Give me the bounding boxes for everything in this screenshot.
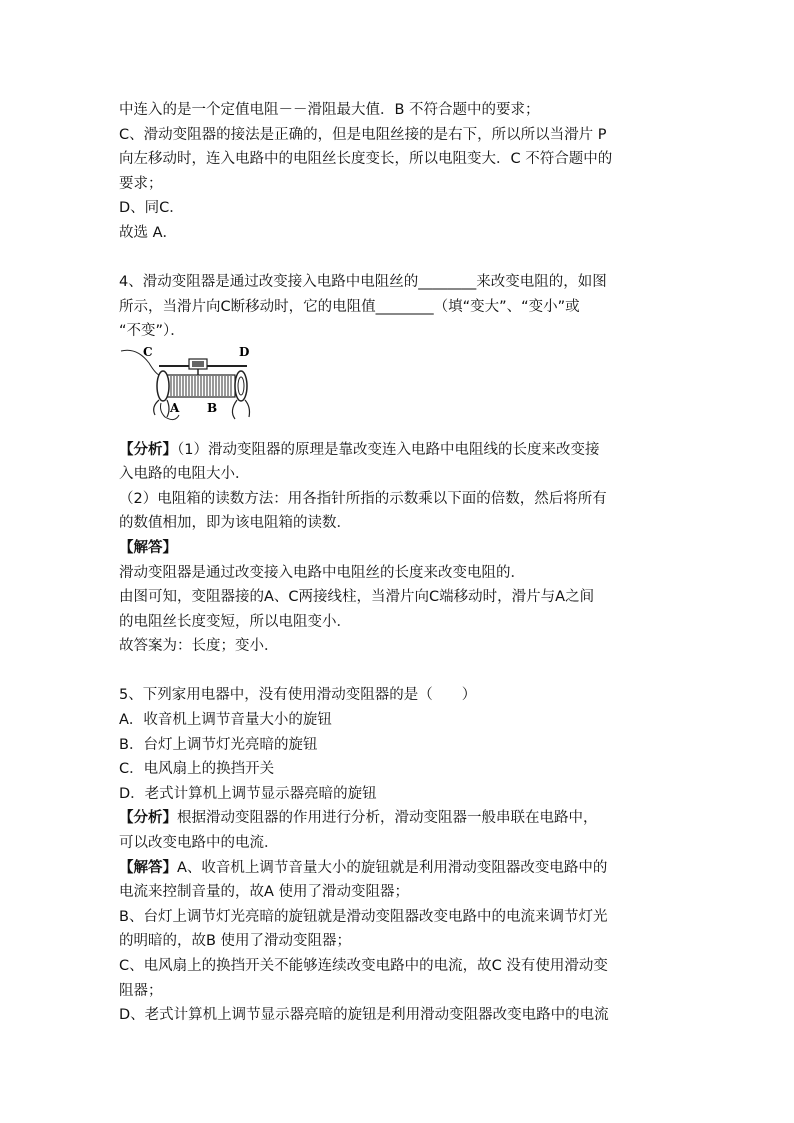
analysis-text: 根据滑动变阻器的作用进行分析，滑动变阻器一般串联在电路中， <box>177 810 598 827</box>
text-line: 要求； <box>119 175 163 192</box>
text-line: 故答案为：长度；变小． <box>119 638 279 655</box>
text-line: 向左移动时，连入电路中的电阻丝长度变长，所以电阻变大．C 不符合题中的 <box>119 151 613 168</box>
label-a: A <box>170 400 180 415</box>
spacer <box>119 246 679 271</box>
spacer <box>119 659 679 684</box>
question-4-line: 所示，当滑片向C断移动时，它的电阻值________（填“变大”、“变小”或 <box>119 298 580 315</box>
analysis-line <box>119 806 679 831</box>
document-page <box>119 98 679 1028</box>
label-b: B <box>207 400 218 415</box>
answer-tag: 【解答】 <box>119 859 177 876</box>
option-a: A．收音机上调节音量大小的旋钮 <box>119 712 332 729</box>
text-line: D、老式计算机上调节显示器亮暗的旋钮是利用滑动变阻器改变电路中的电流 <box>119 1007 609 1024</box>
text-line: 的数值相加，即为该电阻箱的读数． <box>119 515 351 532</box>
text-line: 可以改变电路中的电流． <box>119 835 279 852</box>
text-line: D、同C． <box>119 200 184 217</box>
label-c: C <box>143 344 153 359</box>
option-b: B．台灯上调节灯光亮暗的旋钮 <box>119 736 318 753</box>
analysis-tag: 【分析】 <box>119 810 177 827</box>
label-d: D <box>239 344 250 359</box>
analysis-line <box>119 438 679 463</box>
text-line: C、电风扇上的换挡开关不能够连续改变电路中的电流，故C 没有使用滑动变 <box>119 958 608 974</box>
analysis-text: （1）滑动变阻器的原理是靠改变连入电路中电阻线的长度来改变接 <box>177 441 600 458</box>
text-line: 电流来控制音量的，故A 使用了滑动变阻器； <box>119 884 410 901</box>
question-5-line: 5、下列家用电器中，没有使用滑动变阻器的是（ ） <box>119 687 477 704</box>
text-line: 故选 A． <box>119 224 178 241</box>
text-line: 阻器； <box>119 982 163 999</box>
question-4-line: “不变”）． <box>119 323 185 340</box>
text-line: 由图可知，变阻器接的A、C两接线柱，当滑片向C端移动时，滑片与A之间 <box>119 589 595 606</box>
text-line: B、台灯上调节灯光亮暗的旋钮就是滑动变阻器改变电路中的电流来调节灯光 <box>119 908 608 925</box>
text-line: 中连入的是一个定值电阻－－滑阻最大值．B 不符合题中的要求； <box>119 102 540 118</box>
option-c: C．电风扇上的换挡开关 <box>119 761 275 778</box>
answer-line <box>119 856 679 881</box>
text-line: 滑动变阻器是通过改变接入电路中电阻丝的长度来改变电阻的． <box>119 564 525 581</box>
answer-tag: 【解答】 <box>119 539 177 556</box>
option-d: D．老式计算机上调节显示器亮暗的旋钮 <box>119 785 377 802</box>
answer-text: A、收音机上调节音量大小的旋钮就是利用滑动变阻器改变电路中的 <box>177 859 608 876</box>
text-line: C、滑动变阻器的接法是正确的，但是电阻丝接的是右下，所以所以当滑片 P <box>119 126 607 143</box>
rheostat-figure <box>119 345 269 425</box>
text-line: 的电阻丝长度变短，所以电阻变小． <box>119 613 351 630</box>
text-line: 入电路的电阻大小． <box>119 466 250 483</box>
text-line: 的明暗的，故B 使用了滑动变阻器； <box>119 933 352 950</box>
analysis-tag: 【分析】 <box>119 441 177 458</box>
text-line: （2）电阻箱的读数方法：用各指针所指的示数乘以下面的倍数，然后将所有 <box>119 490 607 507</box>
question-4-line: 4、滑动变阻器是通过改变接入电路中电阻丝的________来改变电阻的，如图 <box>119 274 607 291</box>
